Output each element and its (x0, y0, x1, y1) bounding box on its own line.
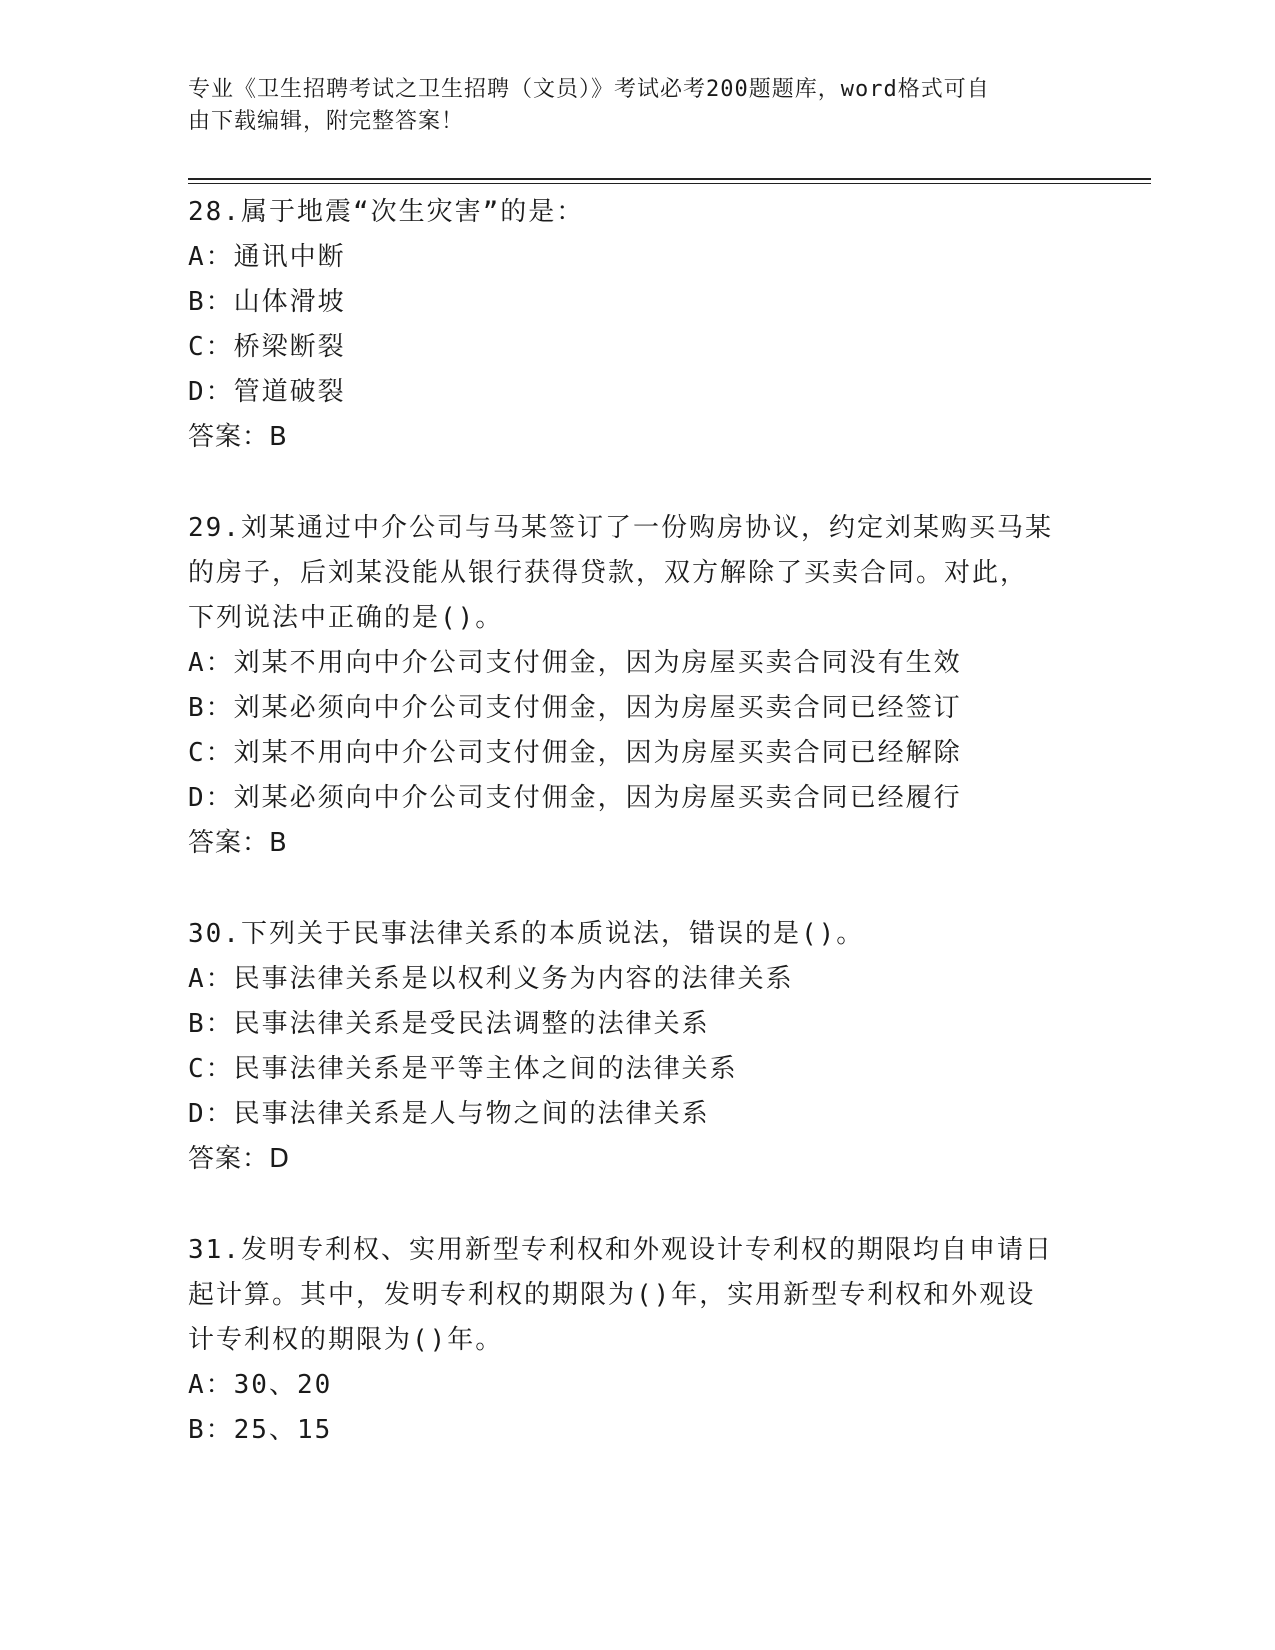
option-d: D：管道破裂 (188, 377, 346, 407)
answer-line: 答案：B (188, 422, 288, 452)
option-a: A：民事法律关系是以权利义务为内容的法律关系 (188, 964, 794, 994)
option-d: D：刘某必须向中介公司支付佣金，因为房屋买卖合同已经履行 (188, 783, 962, 813)
answer-line: 答案：D (188, 1144, 291, 1174)
option-c: C：桥梁断裂 (188, 332, 346, 362)
option-c: C：民事法律关系是平等主体之间的法律关系 (188, 1054, 738, 1084)
option-d: D：民事法律关系是人与物之间的法律关系 (188, 1099, 710, 1129)
question-stem: 起计算。其中，发明专利权的期限为()年，实用新型专利权和外观设 (188, 1280, 1036, 1310)
question-stem: 的房子，后刘某没能从银行获得贷款，双方解除了买卖合同。对此， (188, 558, 1029, 588)
question-stem: 计专利权的期限为()年。 (188, 1325, 504, 1355)
option-a: A：通讯中断 (188, 242, 346, 272)
question-stem: 下列说法中正确的是()。 (188, 603, 504, 633)
question-stem: 30.下列关于民事法律关系的本质说法，错误的是()。 (188, 919, 865, 949)
question-30 (188, 912, 1088, 1182)
question-29 (188, 506, 1088, 866)
option-c: C：刘某不用向中介公司支付佣金，因为房屋买卖合同已经解除 (188, 738, 962, 768)
header-divider (188, 178, 1151, 180)
question-stem: 31.发明专利权、实用新型专利权和外观设计专利权的期限均自申请日 (188, 1235, 1053, 1265)
question-31 (188, 1228, 1088, 1453)
question-stem: 29.刘某通过中介公司与马某签订了一份购房协议，约定刘某购买马某 (188, 513, 1053, 543)
option-a: A：刘某不用向中介公司支付佣金，因为房屋买卖合同没有生效 (188, 648, 962, 678)
header-divider-thin (188, 183, 1151, 184)
header-line: 专业《卫生招聘考试之卫生招聘（文员）》考试必考200题题库，word格式可自 (188, 77, 990, 102)
option-a: A：30、20 (188, 1370, 333, 1400)
option-b: B：民事法律关系是受民法调整的法律关系 (188, 1009, 710, 1039)
option-b: B：25、15 (188, 1415, 333, 1445)
question-stem: 28.属于地震“次生灾害”的是： (188, 197, 585, 227)
document-header (188, 74, 1088, 138)
answer-line: 答案：B (188, 828, 288, 858)
question-list (188, 190, 1088, 1453)
option-b: B：刘某必须向中介公司支付佣金，因为房屋买卖合同已经签订 (188, 693, 962, 723)
option-b: B：山体滑坡 (188, 287, 346, 317)
question-28 (188, 190, 1088, 460)
header-line: 由下载编辑，附完整答案！ (188, 109, 465, 134)
